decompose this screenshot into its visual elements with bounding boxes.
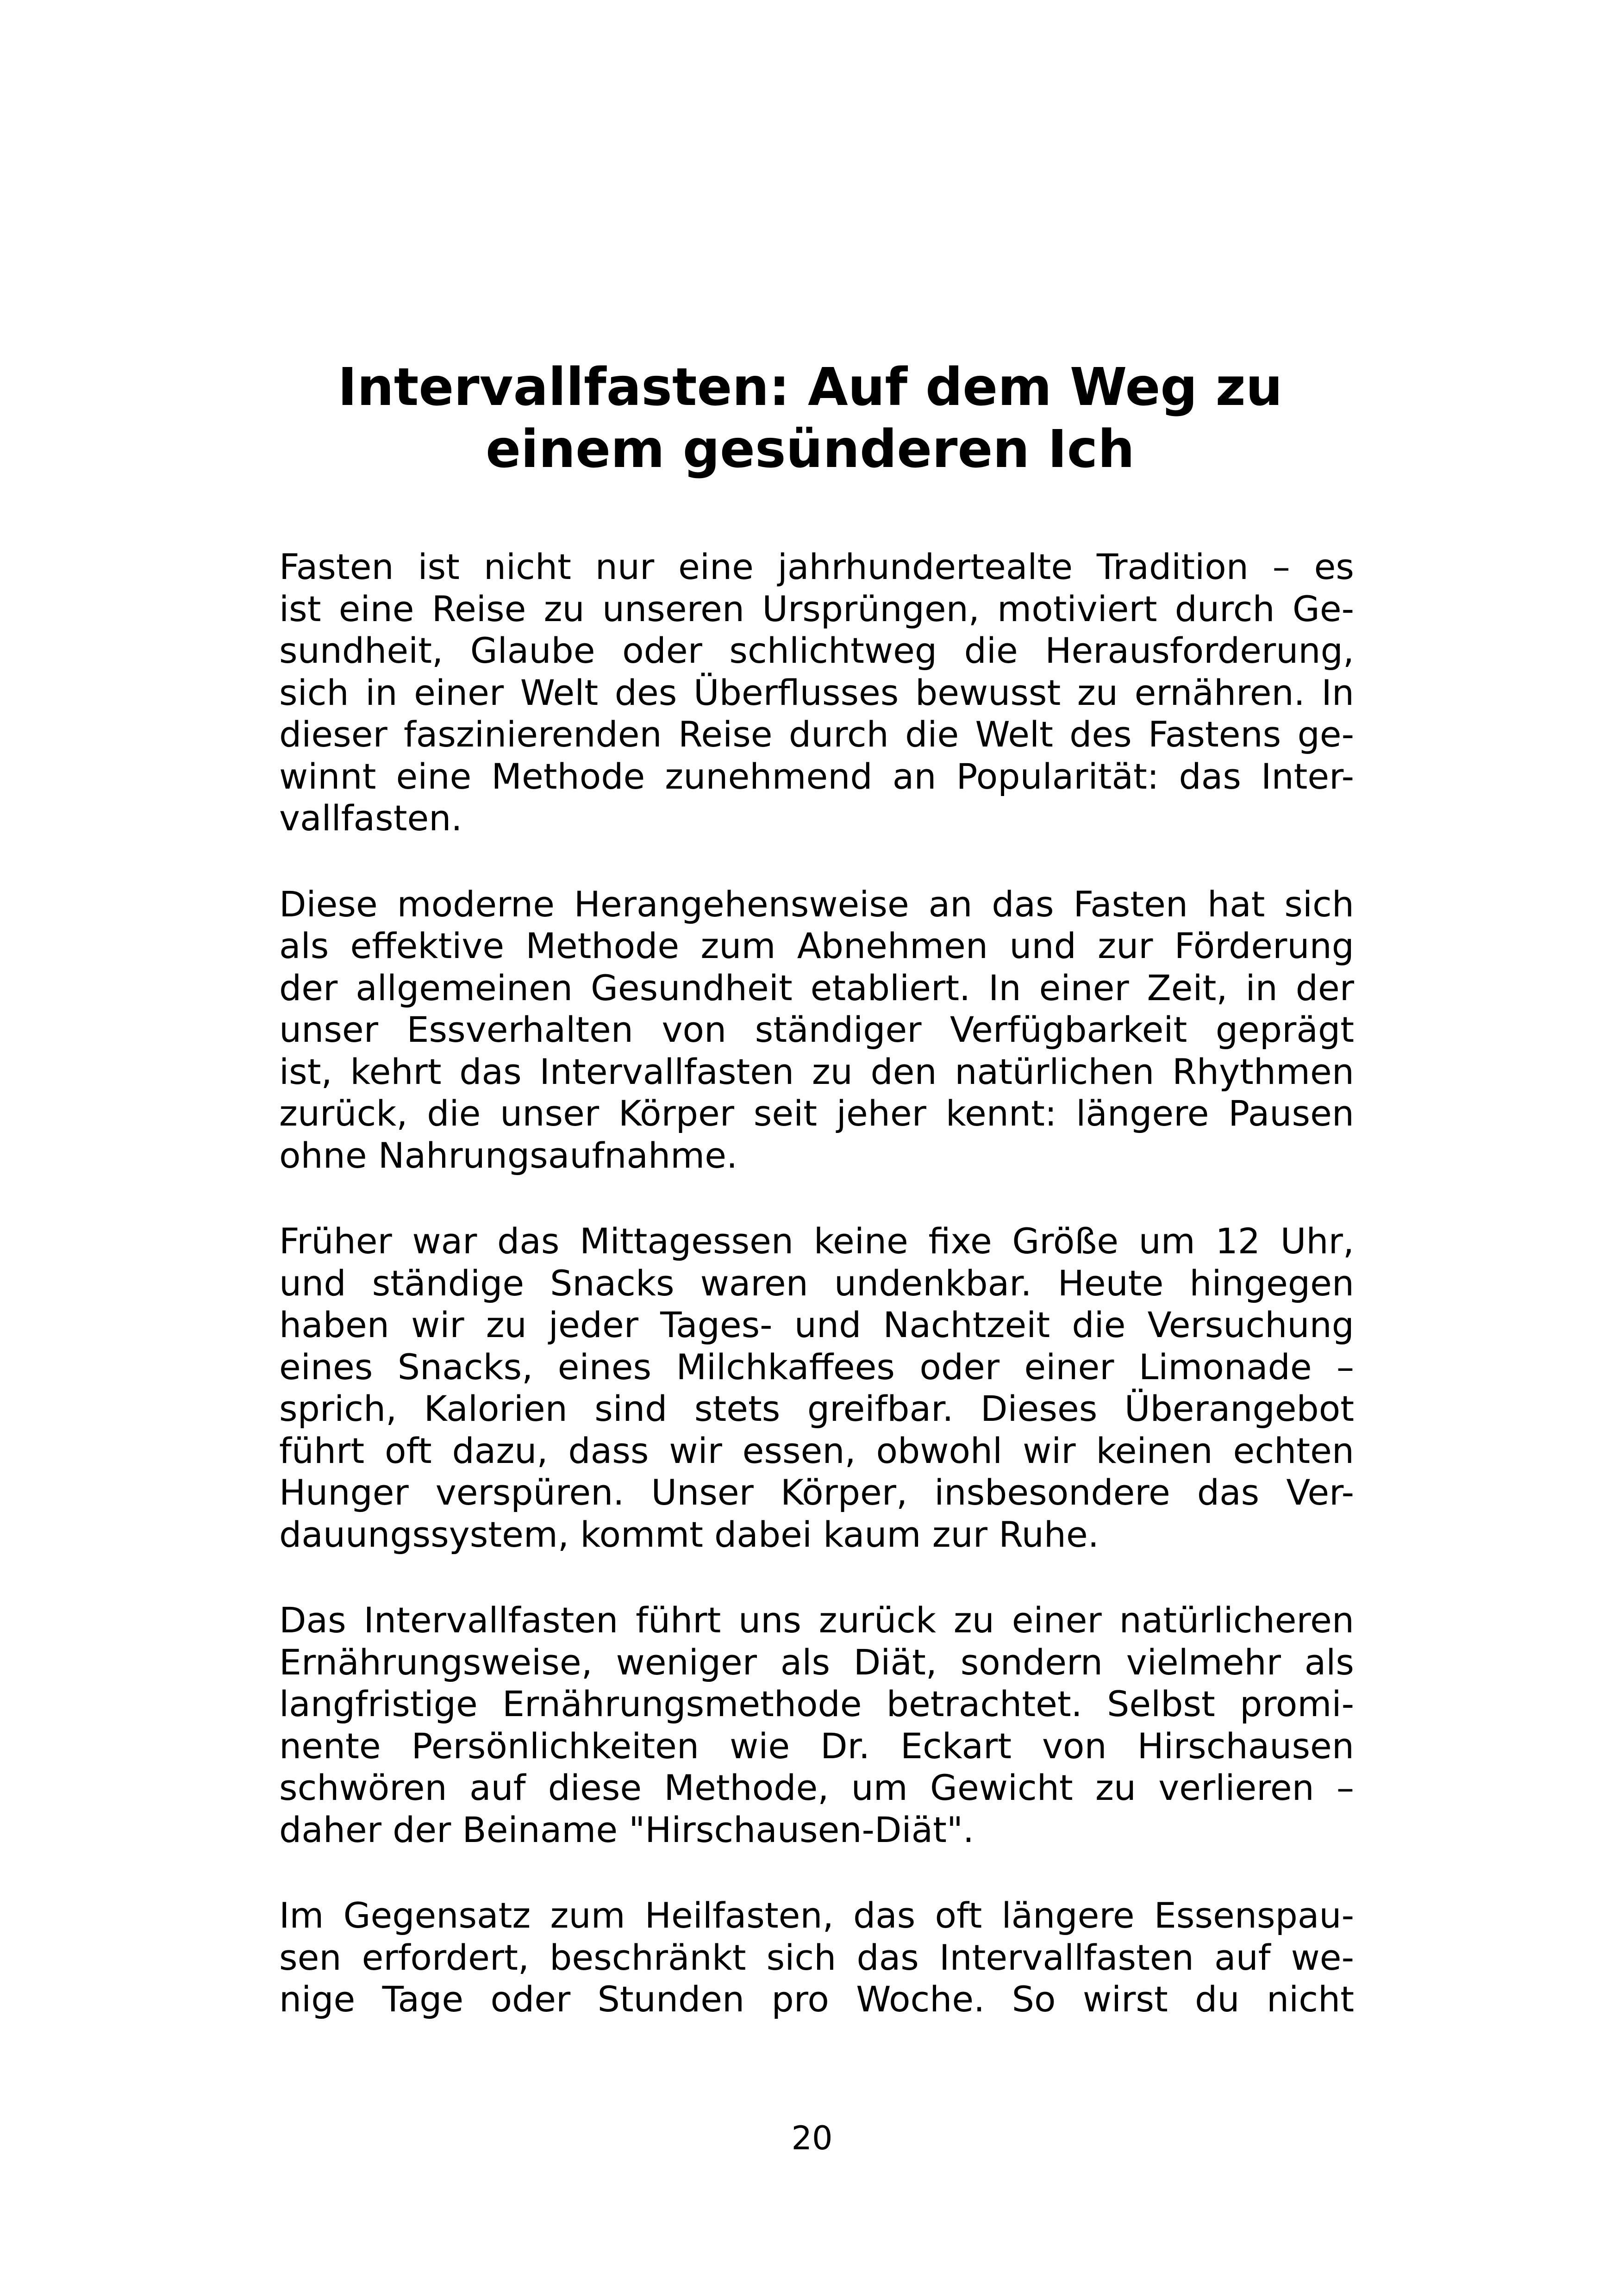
paragraph-line: unser Essverhalten von ständiger Verfügbarkeit geprägt: [279, 1009, 1354, 1050]
paragraph-line: Das Intervallfasten führt uns zurück zu einer natürlicheren: [279, 1599, 1354, 1641]
paragraph-line: sprich, Kalorien sind stets greifbar. Dieses Überangebot: [279, 1388, 1354, 1429]
paragraph-line: daher der Beiname "Hirschausen-Diät".: [279, 1809, 974, 1850]
page-number: 20: [791, 2119, 833, 2157]
chapter-title-line: einem gesünderen Ich: [486, 419, 1135, 479]
paragraph-line: vallfasten.: [279, 797, 462, 839]
chapter-title-line: Intervallfasten: Auf dem Weg zu: [337, 357, 1283, 417]
paragraph-line: Fasten ist nicht nur eine jahrhundertealte Tradition – es: [279, 546, 1354, 587]
paragraph-line: ist eine Reise zu unseren Ursprüngen, motiviert durch Ge-: [279, 588, 1354, 629]
paragraph-line: ohne Nahrungsaufnahme.: [279, 1134, 738, 1176]
paragraph: [279, 884, 1354, 1177]
paragraph-line: langfristige Ernährungsmethode betrachtet. Selbst promi-: [279, 1683, 1354, 1724]
paragraph-line: haben wir zu jeder Tages- und Nachtzeit die Versuchung: [279, 1304, 1354, 1345]
paragraph: [279, 1599, 1354, 1851]
paragraph-line: der allgemeinen Gesundheit etabliert. In einer Zeit, in der: [279, 967, 1354, 1008]
paragraph-line: Hunger verspüren. Unser Körper, insbesondere das Ver-: [279, 1472, 1354, 1513]
paragraph-line: winnt eine Methode zunehmend an Popularität: das Inter-: [279, 755, 1354, 797]
paragraph-line: nige Tage oder Stunden pro Woche. So wirst du nicht: [279, 1979, 1354, 2020]
paragraph-line: sundheit, Glaube oder schlichtweg die Herausforderung,: [279, 630, 1354, 671]
paragraph-line: und ständige Snacks waren undenkbar. Heute hingegen: [279, 1262, 1354, 1304]
paragraph-line: ist, kehrt das Intervallfasten zu den natürlichen Rhythmen: [279, 1051, 1354, 1092]
paragraph: [279, 546, 1354, 840]
paragraph: [279, 1895, 1354, 2021]
paragraph-line: Im Gegensatz zum Heilfasten, das oft längere Essenspau-: [279, 1895, 1354, 1936]
paragraph-line: zurück, die unser Körper seit jeher kennt: längere Pausen: [279, 1093, 1354, 1134]
paragraph-line: schwören auf diese Methode, um Gewicht zu verlieren –: [279, 1767, 1354, 1808]
body-text: [279, 546, 1354, 2065]
paragraph-line: eines Snacks, eines Milchkaffees oder einer Limonade –: [279, 1346, 1354, 1388]
paragraph-line: sich in einer Welt des Überflusses bewusst zu ernähren. In: [279, 672, 1354, 713]
paragraph-line: Diese moderne Herangehensweise an das Fasten hat sich: [279, 883, 1354, 925]
paragraph-line: führt oft dazu, dass wir essen, obwohl wir keinen echten: [279, 1430, 1354, 1471]
paragraph-line: sen erfordert, beschränkt sich das Intervallfasten auf we-: [279, 1936, 1354, 1978]
paragraph-line: nente Persönlichkeiten wie Dr. Eckart von Hirschausen: [279, 1725, 1354, 1767]
paragraph-line: dauungssystem, kommt dabei kaum zur Ruhe.: [279, 1513, 1099, 1555]
chapter-title: [278, 356, 1343, 480]
paragraph-line: als effektive Methode zum Abnehmen und zur Förderung: [279, 925, 1354, 966]
paragraph-line: Ernährungsweise, weniger als Diät, sondern vielmehr als: [279, 1641, 1354, 1683]
paragraph-line: dieser faszinierenden Reise durch die Welt des Fastens ge-: [279, 714, 1354, 755]
paragraph-line: Früher war das Mittagessen keine fixe Größe um 12 Uhr,: [279, 1220, 1354, 1262]
paragraph: [279, 1220, 1354, 1556]
